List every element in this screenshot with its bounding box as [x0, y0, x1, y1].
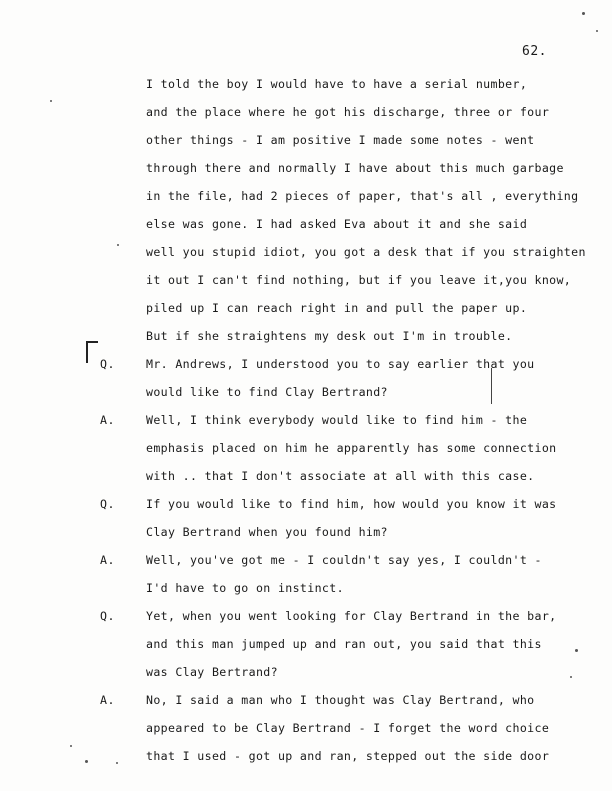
- scan-speck: [570, 676, 572, 678]
- speaker-label: A.: [100, 413, 115, 427]
- text-line: other things - I am positive I made some notes - went: [146, 133, 535, 147]
- text-line: Mr. Andrews, I understood you to say earlier that you: [146, 357, 535, 371]
- text-line: that I used - got up and ran, stepped out the side door: [146, 749, 550, 763]
- scan-speck: [50, 100, 52, 102]
- text-line: Yet, when you went looking for Clay Bertrand in the bar,: [146, 609, 557, 623]
- text-line: emphasis placed on him he apparently has some connection: [146, 441, 557, 455]
- speaker-label: Q.: [100, 497, 115, 511]
- text-line: in the file, had 2 pieces of paper, that's all , everything: [146, 189, 579, 203]
- text-line: If you would like to find him, how would you know it was: [146, 497, 557, 511]
- text-line: it out I can't find nothing, but if you leave it,you know,: [146, 273, 572, 287]
- margin-bracket-mark: [86, 341, 98, 363]
- text-line: and this man jumped up and ran out, you said that this: [146, 637, 542, 651]
- text-line: piled up I can reach right in and pull the paper up.: [146, 301, 528, 315]
- text-line: I'd have to go on instinct.: [146, 581, 344, 595]
- page-number: 62.: [522, 44, 547, 59]
- margin-vertical-mark: [491, 368, 492, 404]
- text-line: Well, you've got me - I couldn't say yes, I couldn't -: [146, 553, 542, 567]
- text-line: But if she straightens my desk out I'm in trouble.: [146, 329, 513, 343]
- text-line: through there and normally I have about this much garbage: [146, 161, 564, 175]
- scan-speck: [575, 649, 578, 652]
- scan-speck: [85, 760, 88, 763]
- speaker-label: A.: [100, 693, 115, 707]
- text-line: would like to find Clay Bertrand?: [146, 385, 388, 399]
- scan-speck: [116, 762, 118, 764]
- scan-speck: [582, 12, 585, 15]
- scan-speck: [596, 30, 598, 32]
- text-line: with .. that I don't associate at all with this case.: [146, 469, 535, 483]
- text-line: and the place where he got his discharge, three or four: [146, 105, 550, 119]
- text-line: No, I said a man who I thought was Clay Bertrand, who: [146, 693, 535, 707]
- speaker-label: Q.: [100, 609, 115, 623]
- text-line: appeared to be Clay Bertrand - I forget the word choice: [146, 721, 550, 735]
- speaker-label: Q.: [100, 357, 115, 371]
- scan-speck: [70, 745, 72, 747]
- scan-speck: [117, 244, 119, 246]
- text-line: was Clay Bertrand?: [146, 665, 278, 679]
- speaker-label: A.: [100, 553, 115, 567]
- text-line: else was gone. I had asked Eva about it and she said: [146, 217, 528, 231]
- text-line: Clay Bertrand when you found him?: [146, 525, 388, 539]
- text-line: well you stupid idiot, you got a desk that if you straighten: [146, 245, 586, 259]
- text-line: Well, I think everybody would like to find him - the: [146, 413, 528, 427]
- text-line: I told the boy I would have to have a serial number,: [146, 77, 528, 91]
